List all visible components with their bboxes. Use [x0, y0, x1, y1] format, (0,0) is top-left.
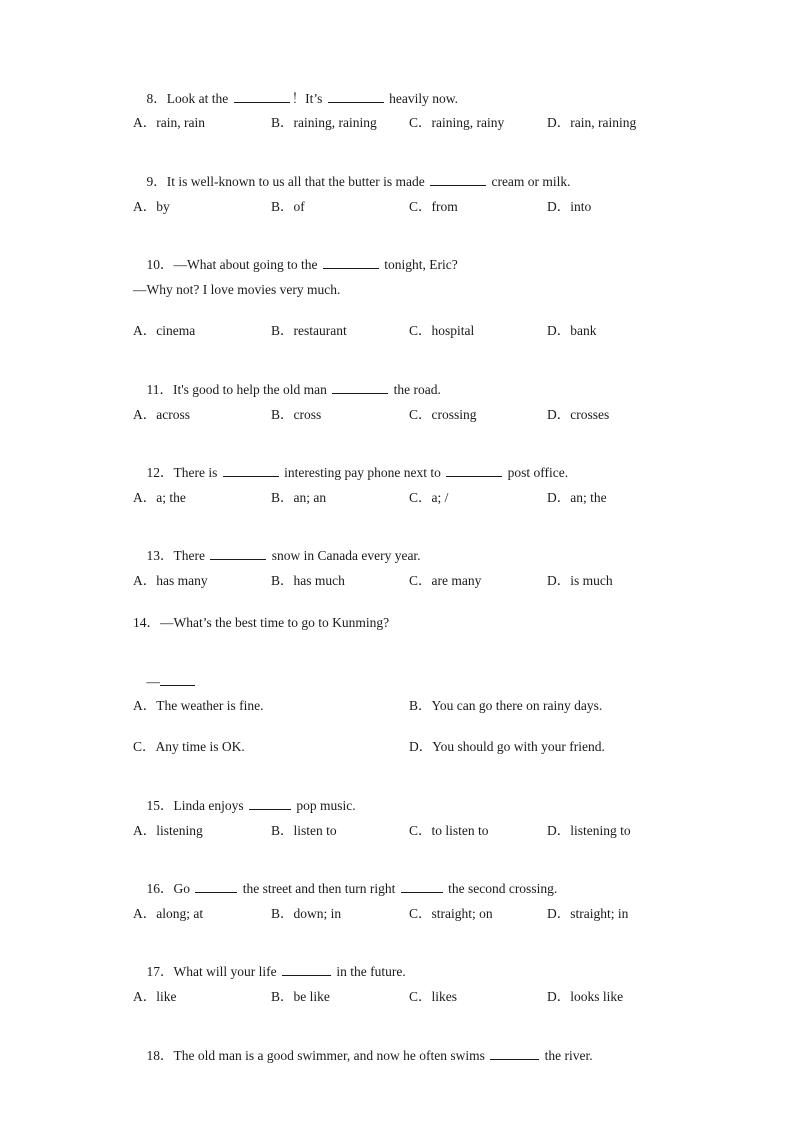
question-11-option-d: D．crosses — [547, 407, 610, 422]
stem-text: tonight, Eric? — [380, 257, 458, 272]
stem-text: the road. — [390, 382, 441, 397]
stem-text: 10．—What about going to the — [146, 257, 321, 272]
stem-text: 15．Linda enjoys — [146, 798, 247, 813]
stem-text: in the future. — [332, 964, 406, 979]
stem-text: the street and then turn right — [239, 881, 399, 896]
stem-text: 9．It is well-known to us all that the butter is made — [146, 174, 429, 189]
answer-blank — [401, 880, 443, 893]
stem-text: 18．The old man is a good swimmer, and now he often swims — [146, 1048, 489, 1063]
question-18-stem — [133, 1031, 593, 1080]
question-12-option-a: A．a; the — [133, 490, 186, 505]
stem-text: interesting pay phone next to — [280, 465, 445, 480]
question-14-option-c: C．Any time is OK. — [133, 739, 245, 754]
question-14-stem: 14．—What’s the best time to go to Kunming? — [133, 615, 390, 630]
question-10-option-b: B．restaurant — [271, 323, 347, 338]
answer-blank — [490, 1047, 539, 1060]
stem-text: the river. — [541, 1048, 593, 1063]
question-14-option-d: D．You should go with your friend. — [409, 739, 605, 754]
answer-blank — [282, 963, 331, 976]
question-14-option-a: A．The weather is fine. — [133, 698, 264, 713]
answer-blank — [249, 797, 291, 810]
question-8-option-a: A．rain, rain — [133, 115, 205, 130]
question-9-option-a: A．by — [133, 199, 170, 214]
question-17-option-a: A．like — [133, 989, 177, 1004]
answer-blank — [195, 880, 237, 893]
answer-blank — [323, 256, 379, 269]
stem-text: heavily now. — [385, 91, 458, 106]
stem-text: 17．What will your life — [146, 964, 280, 979]
stem-text: pop music. — [293, 798, 356, 813]
question-11-option-b: B．cross — [271, 407, 322, 422]
question-17-option-b: B．be like — [271, 989, 330, 1004]
stem-text: 11．It's good to help the old man — [146, 382, 331, 397]
answer-blank — [430, 173, 486, 186]
question-13-option-c: C．are many — [409, 573, 482, 588]
answer-blank — [160, 673, 195, 686]
question-17-option-d: D．looks like — [547, 989, 624, 1004]
question-16-option-c: C．straight; on — [409, 906, 493, 921]
question-15-option-c: C．to listen to — [409, 823, 489, 838]
question-9-option-b: B．of — [271, 199, 305, 214]
question-8-option-b: B．raining, raining — [271, 115, 377, 130]
question-12-option-b: B．an; an — [271, 490, 327, 505]
answer-blank — [210, 547, 266, 560]
question-15-option-a: A．listening — [133, 823, 203, 838]
question-13-option-a: A．has many — [133, 573, 208, 588]
answer-blank — [223, 464, 279, 477]
question-15-option-b: B．listen to — [271, 823, 337, 838]
stem-text: 13．There — [146, 548, 209, 563]
question-11-option-a: A．across — [133, 407, 190, 422]
stem-text: post office. — [504, 465, 569, 480]
question-9-option-d: D．into — [547, 199, 592, 214]
question-11-option-c: C．crossing — [409, 407, 477, 422]
question-14-option-b: B．You can go there on rainy days. — [409, 698, 603, 713]
stem-text: snow in Canada every year. — [268, 548, 421, 563]
question-12-stem — [133, 448, 568, 497]
question-9-option-c: C．from — [409, 199, 458, 214]
stem-text: 12．There is — [146, 465, 221, 480]
question-17-option-c: C．likes — [409, 989, 458, 1004]
question-13-option-d: D．is much — [547, 573, 613, 588]
answer-blank — [328, 90, 384, 103]
stem-text: ！It’s — [291, 91, 326, 106]
stem-text: cream or milk. — [488, 174, 571, 189]
question-13-option-b: B．has much — [271, 573, 345, 588]
question-10-option-c: C．hospital — [409, 323, 475, 338]
question-12-option-d: D．an; the — [547, 490, 607, 505]
question-10-option-a: A．cinema — [133, 323, 196, 338]
question-16-option-d: D．straight; in — [547, 906, 629, 921]
question-8-option-c: C．raining, rainy — [409, 115, 505, 130]
question-12-option-c: C．a; / — [409, 490, 449, 505]
question-8-option-d: D．rain, raining — [547, 115, 637, 130]
question-10-option-d: D．bank — [547, 323, 597, 338]
stem-text: 16．Go — [146, 881, 194, 896]
stem-text: the second crossing. — [444, 881, 558, 896]
answer-blank — [446, 464, 502, 477]
question-9-stem — [133, 157, 571, 206]
answer-blank — [234, 90, 290, 103]
question-16-option-b: B．down; in — [271, 906, 342, 921]
stem-text: 8．Look at the — [146, 91, 232, 106]
dash-text: — — [146, 674, 160, 689]
question-15-option-d: D．listening to — [547, 823, 631, 838]
question-16-option-a: A．along; at — [133, 906, 204, 921]
question-10-response: —Why not? I love movies very much. — [133, 282, 341, 297]
answer-blank — [332, 381, 388, 394]
